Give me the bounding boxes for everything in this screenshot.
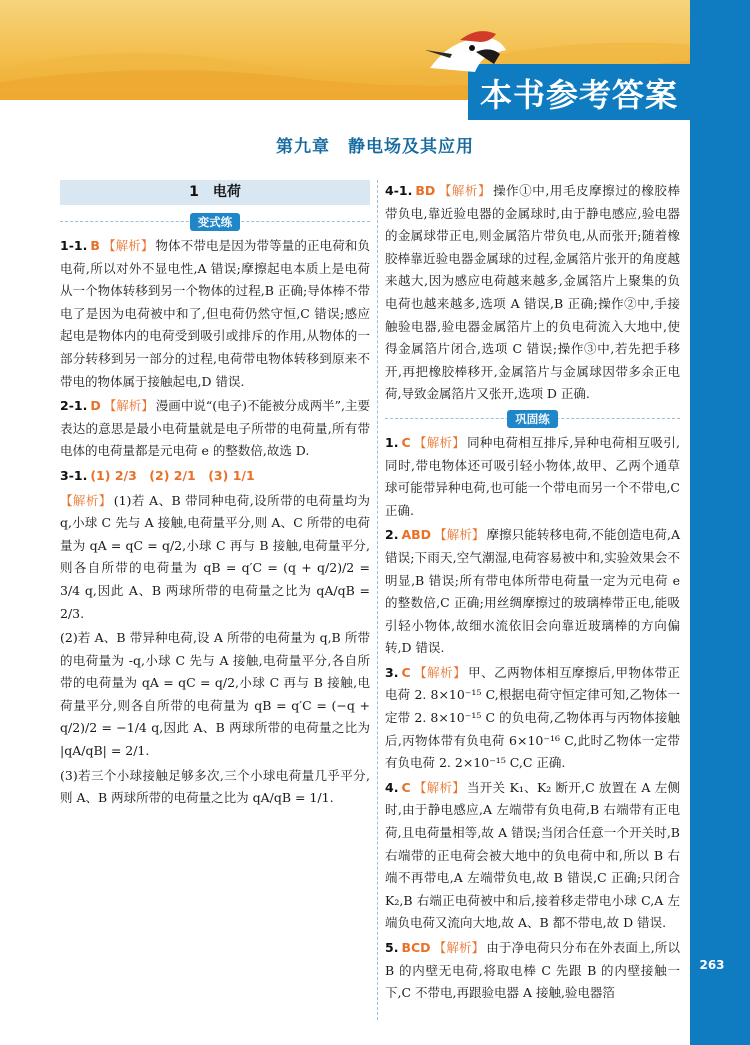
tag-row — [385, 408, 680, 428]
answer-entry — [60, 235, 370, 393]
analysis-label: 【解析】 — [413, 664, 467, 680]
page-number: 263 — [699, 958, 725, 972]
question-number: 3-1. — [60, 467, 88, 483]
analysis-text: (2)若 A、B 带异种电荷,设 A 所带的电荷量为 q,B 所带的电荷量为 -q,小球 C 先与 A 接触,电荷量平分,各自所带的电荷量为 qA = qC = q/2,小球 C 再与 B 接触,电荷量平分,则各自所带的电荷量为 qB = q′C = (−q + q/2)/2 = −1/4 q,因此 A、B 两球所带的电荷量之比为 |qA/qB| = 2/1. — [60, 630, 370, 759]
question-number: 4-1. — [385, 183, 413, 198]
question-number: 2-1. — [60, 398, 88, 414]
answer-key: BCD — [401, 940, 431, 955]
question-number: 5. — [385, 940, 399, 955]
answer-key: D — [90, 398, 101, 414]
question-number: 1-1. — [60, 238, 88, 253]
answer-key: (1) 2/3 (2) 2/1 (3) 1/1 — [90, 467, 255, 483]
left-column — [60, 180, 370, 812]
analysis-text: 同种电荷相互排斥,异种电荷相互吸引,同时,带电物体还可吸引轻小物体,故甲、乙两个通草球可能带异种电荷,也可能一个带电而另一个不带电,C 正确. — [385, 434, 680, 518]
analysis-text: 当开关 K₁、K₂ 断开,C 放置在 A 左侧时,由于静电感应,A 左端带有负电荷,B 右端带有正电荷,且电荷量相等,故 A 错误;当闭合任意一个开关时,B 右端带的正电荷会被大地中的负电荷中和,所以 B 右端不再带电,A 左端带负电,故 B 错误,C 正确;只闭合 K₂,B 右端正电荷被中和后,接着移走带电小球 C,A 左端负电荷又流向大地,故 A、B 都不带电,故 D 错误. — [385, 779, 680, 931]
analysis-label: 【解析】 — [102, 238, 154, 253]
question-number: 2. — [385, 527, 399, 543]
analysis-label: 【解析】 — [438, 183, 492, 198]
right-column — [385, 180, 680, 1007]
answer-entry — [60, 490, 370, 626]
answer-entry — [385, 777, 680, 935]
tag-row — [60, 211, 370, 231]
analysis-text: 由于净电荷只分布在外表面上,所以 B 的内壁无电荷,将取电棒 C 先跟 B 的内壁接触一下,C 不带电,再跟验电器 A 接触,验电器箔 — [385, 940, 680, 1001]
question-number: 1. — [385, 434, 399, 450]
column-divider — [377, 180, 379, 1020]
analysis-label: 【解析】 — [433, 940, 485, 955]
analysis-text: 甲、乙两物体相互摩擦后,甲物体带正电荷 2. 8×10⁻¹⁵ C,根据电荷守恒定律可知,乙物体一定带 2. 8×10⁻¹⁵ C 的负电荷,乙物体再与丙物体接触后,丙物体带有负电荷 6×10⁻¹⁶ C,此时乙物体一定带有负电荷 2. 2×10⁻¹⁵ C,C 正确. — [385, 664, 680, 771]
practice-tag: 巩固练 — [507, 410, 558, 428]
answer-key: ABD — [401, 527, 432, 543]
answer-entry — [385, 432, 680, 522]
analysis-text: 漫画中说“(电子)不能被分成两半”,主要表达的意思是最小电荷量就是电子所带的电荷量,所有带电体的电荷量都是元电荷 e 的整数倍,故选 D. — [60, 398, 370, 459]
analysis-text: (1)若 A、B 带同种电荷,设所带的电荷量均为 q,小球 C 先与 A 接触,电荷量平分,则 A、C 所带的电荷量为 qA = qC = q/2,小球 C 再与 B 接触,电荷量平分,则各自所带的电荷量为 qB = q′C = (q + q/2)/2 = 3/4 q,因此 A、B 两球所带的电荷量之比为 qA/qB = 2/3. — [60, 492, 370, 621]
practice-tag: 变式练 — [190, 213, 241, 231]
answer-entry — [60, 465, 370, 488]
answer-entry — [385, 524, 680, 660]
chapter-title: 第九章 静电场及其应用 — [276, 137, 474, 157]
analysis-text: 摩擦只能转移电荷,不能创造电荷,A 错误;下雨天,空气潮湿,电荷容易被中和,实验效果会不明显,B 错误;所有带电体所带电荷量一定为元电荷 e 的整数倍,C 正确;用丝绸摩擦过的玻璃棒带正电,能吸引轻小物体,故细水流依旧会向靠近玻璃棒的方向偏转,D 错误. — [385, 527, 680, 656]
answer-key: C — [401, 434, 411, 450]
answer-entry — [385, 937, 680, 1005]
answer-key: B — [90, 238, 100, 253]
question-number: 4. — [385, 779, 399, 795]
analysis-label: 【解析】 — [103, 398, 154, 414]
answer-entry — [385, 662, 680, 775]
analysis-label: 【解析】 — [434, 527, 485, 543]
section-title: 1 电荷 — [60, 180, 370, 205]
analysis-text: (3)若三个小球接触足够多次,三个小球电荷量几乎平分,则 A、B 两球所带的电荷量之比为 qA/qB = 1/1. — [60, 767, 370, 806]
analysis-label: 【解析】 — [413, 434, 466, 450]
answer-key: C — [401, 779, 411, 795]
page-title: 本书参考答案 — [480, 76, 679, 114]
analysis-label: 【解析】 — [413, 779, 465, 795]
answer-key: BD — [415, 183, 436, 198]
analysis-label: 【解析】 — [60, 492, 112, 508]
answer-entry — [385, 180, 680, 406]
answer-key: C — [401, 664, 411, 680]
question-number: 3. — [385, 664, 399, 680]
analysis-text: 物体不带电是因为带等量的正电荷和负电荷,所以对外不显电性,A 错误;摩擦起电本质上是电荷从一个物体转移到另一个物体的过程,B 正确;导体棒不带电了是因为电荷被中和了,但电荷仍然守恒,C 错误;感应起电是物体内的电荷受到吸引或排斥的作用,从物体的一部分转移到另一部分的过程,电荷带电物体转移到原来不带电的物体属于接触起电,D 错误. — [60, 238, 370, 389]
analysis-text: 操作①中,用毛皮摩擦过的橡胶棒带负电,靠近验电器的金属球时,由于静电感应,验电器的金属球带正电,则金属箔片带负电,从而张开;随着橡胶棒靠近验电器金属球的过程,金属箔片张开的角度越来越大,因为感应电荷越来越多,金属箔片上聚集的负电荷也越来越多,选项 A 错误,B 正确;操作②中,手接触验电器,验电器金属箔片上的负电荷流入大地中,使得金属箔片闭合,选项 C 错误;操作③中,若先把手移开,再把橡胶棒移开,金属箔片与金属球因带多余正电荷,导致金属箔片又张开,选项 D 正确. — [385, 183, 680, 402]
answer-entry — [60, 395, 370, 463]
answer-entry — [60, 627, 370, 763]
answer-entry — [60, 765, 370, 810]
